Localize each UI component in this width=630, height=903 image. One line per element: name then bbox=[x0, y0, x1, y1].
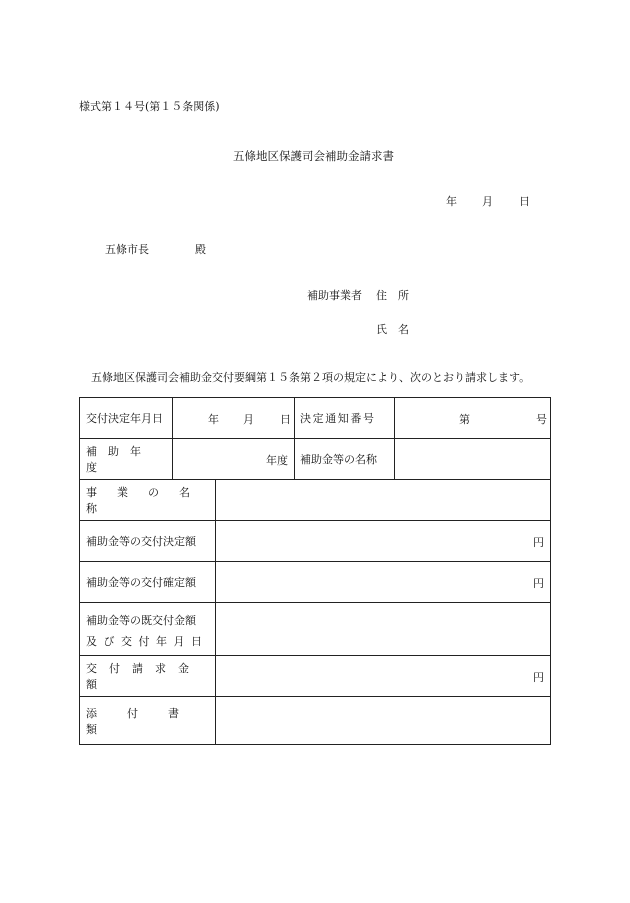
decision-year-label: 年 bbox=[208, 413, 219, 426]
decided-amount-field[interactable] bbox=[216, 521, 526, 560]
request-amount-unit: 円 bbox=[533, 671, 544, 684]
decision-date-label: 交付決定年月日 bbox=[86, 411, 163, 425]
paid-amount-label-line2: 及び交付年月日 bbox=[86, 635, 209, 648]
decided-amount-label: 補助金等の交付決定額 bbox=[86, 534, 196, 548]
date-day-label: 日 bbox=[519, 195, 530, 208]
decision-day-label: 日 bbox=[280, 413, 291, 426]
project-name-label: 事業の名称 bbox=[86, 485, 210, 515]
paid-amount-field[interactable] bbox=[216, 603, 550, 654]
notice-number-label: 決定通知番号 bbox=[300, 411, 376, 425]
request-amount-field[interactable] bbox=[216, 656, 526, 695]
notice-number-prefix: 第 bbox=[459, 413, 470, 426]
request-statement: 五條地区保護司会補助金交付要綱第１５条第２項の規定により、次のとおり請求します。 bbox=[91, 371, 531, 384]
addressee-name: 五條市長 bbox=[105, 243, 149, 256]
subsidy-name-label: 補助金等の名称 bbox=[300, 452, 377, 466]
name-label: 氏 名 bbox=[376, 323, 409, 336]
address-label: 住 所 bbox=[376, 289, 409, 302]
addressee-honorific: 殿 bbox=[195, 243, 206, 256]
decision-month-label: 月 bbox=[243, 413, 254, 426]
subsidy-name-field[interactable] bbox=[395, 439, 550, 478]
notice-number-suffix: 号 bbox=[536, 413, 547, 426]
document-title: 五條地区保護司会補助金請求書 bbox=[233, 149, 394, 163]
applicant-label: 補助事業者 bbox=[307, 289, 362, 302]
project-name-field[interactable] bbox=[216, 480, 550, 519]
date-month-label: 月 bbox=[482, 195, 493, 208]
confirmed-amount-unit: 円 bbox=[533, 577, 544, 590]
paid-amount-label-line1: 補助金等の既交付金額 bbox=[86, 614, 196, 627]
decided-amount-unit: 円 bbox=[533, 536, 544, 549]
confirmed-amount-label: 補助金等の交付確定額 bbox=[86, 575, 196, 589]
date-year-label: 年 bbox=[446, 195, 457, 208]
subsidy-year-suffix: 年度 bbox=[266, 454, 288, 467]
form-number: 様式第１４号(第１５条関係) bbox=[79, 100, 220, 113]
attachments-field[interactable] bbox=[216, 697, 550, 744]
request-amount-label: 交付請求金額 bbox=[86, 661, 201, 691]
confirmed-amount-field[interactable] bbox=[216, 562, 526, 601]
attachments-label: 添付書類 bbox=[86, 706, 209, 736]
subsidy-year-label: 補助年度 bbox=[86, 444, 152, 474]
